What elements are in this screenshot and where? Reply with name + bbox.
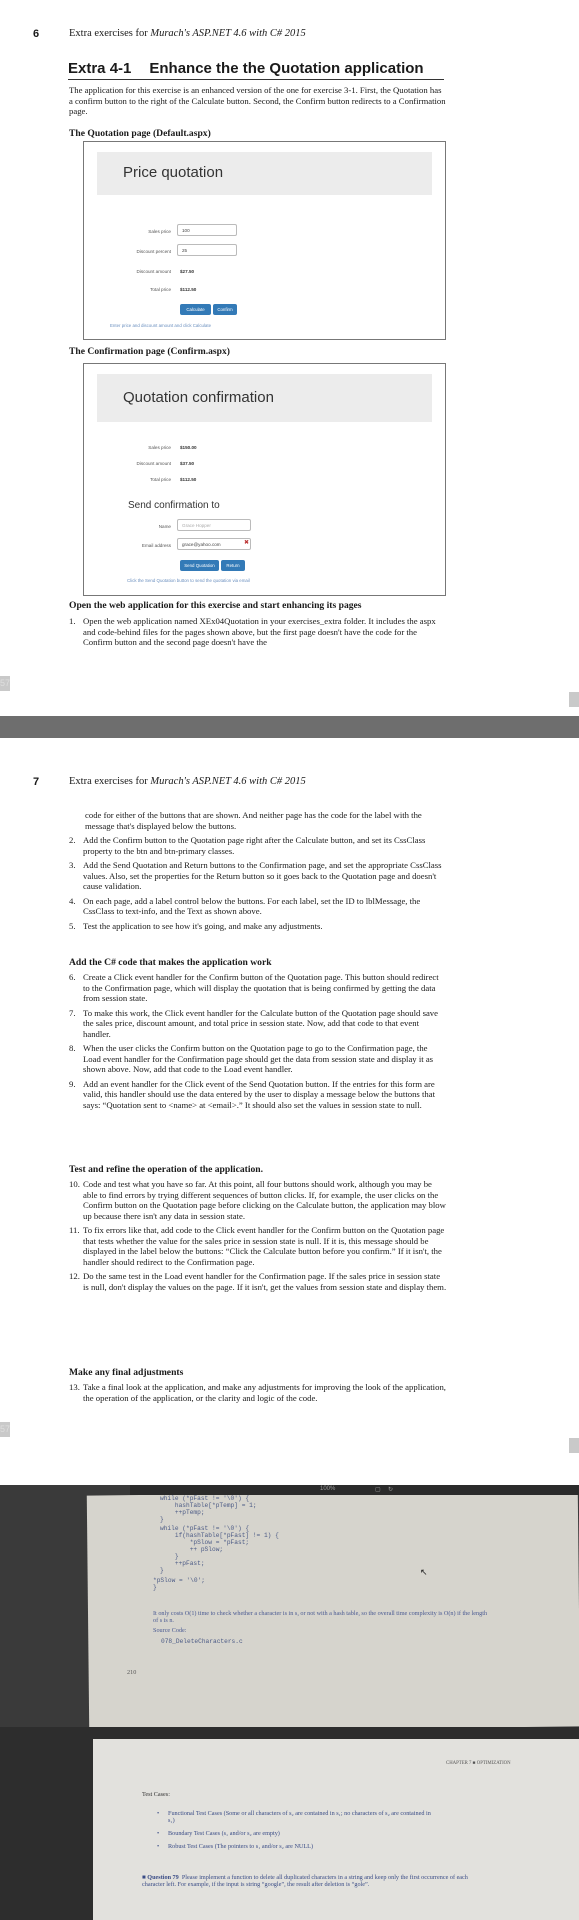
conf-discount-amount-value: $37.50 <box>180 461 195 466</box>
fit-page-icon[interactable]: ▢ <box>375 1487 381 1493</box>
running-head <box>69 776 306 787</box>
code-snippet-top: while (*pFast != '\0') { hashTable[*pTemp] = 1; ++pTemp; } <box>160 1495 257 1523</box>
step-list-d <box>69 1382 447 1407</box>
step-list-b <box>69 972 447 1114</box>
clear-icon[interactable]: ✖ <box>244 540 250 546</box>
total-price-label: Total price <box>150 287 171 292</box>
document-page-6 <box>0 0 579 716</box>
running-head-book-title: Murach's ASP.NET 4.6 with C# 2015 <box>150 776 306 787</box>
confirmation-page-title: Quotation confirmation <box>123 389 274 406</box>
send-confirmation-heading: Send confirmation to <box>128 500 220 511</box>
running-head-book-title: Murach's ASP.NET 4.6 with C# 2015 <box>150 28 306 39</box>
conf-sales-price-value: $150.00 <box>180 445 197 450</box>
quotation-page-title: Price quotation <box>123 164 224 181</box>
test-heading: Test and refine the operation of the application. <box>69 1164 264 1175</box>
total-price-value: $112.50 <box>180 287 197 292</box>
rotate-icon[interactable]: ↻ <box>388 1487 394 1493</box>
source-file-name: 078_DeleteCharacters.c <box>161 1638 243 1645</box>
complexity-paragraph: It only costs O(1) time to check whether a character is in s, or not with a hash table, so the overall time complexity is O(n) if the length of s is n. <box>153 1610 488 1624</box>
discount-amount-label: Discount amount <box>136 269 171 274</box>
list-item: 11. To fix errors like that, add code to the Click event handler for the Confirm button on the Quotation page that tests whether the value for the sales price in session state is null. If it is, this message should be displayed in the label below the buttons: “Click the Calculate button before you confirm.” If it isn't, the handler should redirect to the Confirmation page. <box>69 1225 445 1267</box>
document-page-7 <box>0 738 579 1485</box>
sales-price-label: Sales price <box>148 229 171 234</box>
quotation-page-heading: The Quotation page (Default.aspx) <box>69 128 211 139</box>
email-input[interactable] <box>177 538 251 550</box>
step-list-a <box>69 835 447 935</box>
running-head-prefix: Extra exercises for <box>69 28 151 39</box>
viewer-toolbar <box>130 1485 579 1495</box>
discount-percent-input[interactable]: 25 <box>177 244 237 256</box>
right-scroll-marker <box>569 1438 579 1453</box>
list-item: 10. Code and test what you have so far. At this point, all four buttons should work, although you may be able to find errors by trying different sequences of button clicks. If, for example, the user clicks on the Confirm button on the Quotation page before clicking on the Calculate button, the application may blow up because there isn't any data in session state. <box>69 1179 446 1221</box>
list-item: 12. Do the same test in the Load event handler for the Confirmation page. If the sales price in session state is null, don't display the values on the page. If it isn't, get the values from session state and display them. <box>69 1271 447 1292</box>
quotation-jumbotron <box>97 152 432 195</box>
list-item: 13. Take a final look at the application, and make any adjustments for improving the look of the application, the operation of the application, or the clarity and logic of the code. <box>69 1382 446 1403</box>
conf-total-price-value: $112.50 <box>180 477 197 482</box>
continuation-paragraph: code for either of the buttons that are shown. And neither page has the code for the label with the message that's displayed below the buttons. <box>85 810 422 831</box>
source-code-label: Source Code: <box>153 1627 187 1634</box>
quotation-message-label: Enter price and discount amount and click Calculate <box>110 323 212 328</box>
csharp-heading: Add the C# code that makes the application work <box>69 957 272 968</box>
return-button[interactable]: Return <box>221 560 245 571</box>
name-label: Name <box>158 524 171 529</box>
photographed-code-page <box>0 1485 579 1727</box>
list-item: 6. Create a Click event handler for the Confirm button of the Quotation page. This button should redirect to the Confirmation page, which will display the quotation that is being confirmed by getting the data from session state. <box>69 972 439 1003</box>
photographed-test-cases-page <box>0 1727 579 1920</box>
discount-amount-value: $27.50 <box>180 269 195 274</box>
list-item: 9. Add an event handler for the Click event of the Send Quotation button. If the entries for this form are valid, this handler should use the data entered by the user to display a message below the buttons that says: “Quotation sent to <name> at <email>.” It should also set the values in session state to null. <box>69 1078 436 1110</box>
zoom-level[interactable]: 100% <box>320 1486 336 1492</box>
question-label: ■ Question 79 <box>142 1874 179 1881</box>
sales-price-input[interactable]: 100 <box>177 224 237 236</box>
list-item: • Robust Test Cases (The pointers to s₁ and/or s₂ are NULL) <box>157 1843 314 1850</box>
intro-paragraph: The application for this exercise is an enhanced version of the one for exercise 3-1. First, the Quotation has a confirm button to the right of the Calculate button. Second, the Confirm button redirects to a Confirmation page. <box>69 85 446 116</box>
running-head-prefix: Extra exercises for <box>69 776 151 787</box>
list-item: 3. Add the Send Quotation and Return buttons to the Confirmation page, and set the appropriate CssClass values. Also, set the properties for the Return button so it goes back to the Quotation page and doesn't cause validation. <box>69 860 442 891</box>
confirmation-message-label: Click the Send Quotation button to send the quotation via email <box>127 578 250 583</box>
exercise-title <box>68 60 444 80</box>
chapter-header: CHAPTER 7 ■ OPTIMIZATION <box>446 1761 511 1766</box>
photo-page-number: 210 <box>127 1669 137 1676</box>
confirmation-jumbotron <box>97 374 432 422</box>
step-list-1 <box>69 616 447 652</box>
list-item: 1. Open the web application named XEx04Quotation in your exercises_extra folder. It includes the aspx and code-behind files for the pages shown above, but the first page doesn't have the code for the Confirm button and the second page doesn't have the <box>69 616 436 647</box>
right-scroll-marker <box>569 692 579 707</box>
exercise-name: Enhance the the Quotation application <box>149 60 424 77</box>
step-list-c <box>69 1179 447 1296</box>
send-quotation-button[interactable]: Send Quotation <box>180 560 219 571</box>
conf-discount-amount-label: Discount amount <box>136 461 171 466</box>
confirmation-page-screenshot <box>83 363 446 596</box>
left-margin-number: 57 <box>0 1424 11 1434</box>
confirmation-page-heading: The Confirmation page (Confirm.aspx) <box>69 346 230 357</box>
email-label: Email address <box>141 543 171 548</box>
open-app-heading: Open the web application for this exercise and start enhancing its pages <box>69 600 362 611</box>
email-input-value: grace@yahoo.com <box>182 542 221 547</box>
list-item: 2. Add the Confirm button to the Quotation page right after the Calculate button, and set its CssClass property to the btn and btn-primary classes. <box>69 835 426 856</box>
list-item: 8. When the user clicks the Confirm button on the Quotation page to go to the Confirmation page, the Load event handler for the Confirmation page should get the data from session state and display it as shown above. Now, add that code to the Load event handler. <box>69 1043 434 1074</box>
list-item: 5. Test the application to see how it's going, and make any adjustments. <box>69 920 323 931</box>
discount-percent-label: Discount percent <box>136 249 171 254</box>
mouse-cursor-icon: ↖ <box>420 1568 428 1578</box>
left-margin-number: 57 <box>0 678 11 688</box>
conf-sales-price-label: Sales price <box>148 445 171 450</box>
name-input[interactable]: Grace Hopper <box>177 519 251 531</box>
code-snippet-end: *pSlow = '\0'; } <box>153 1577 205 1591</box>
list-item: • Functional Test Cases (Some or all characters of s₂ are contained in s₁; no characters of s₂ are contained in s₁) <box>157 1810 431 1824</box>
quotation-page-screenshot <box>83 141 446 340</box>
list-item: • Boundary Test Cases (s₁ and/or s₂ are empty) <box>157 1830 280 1837</box>
conf-total-price-label: Total price <box>150 477 171 482</box>
page-number: 6 <box>33 28 40 40</box>
test-cases-label: Test Cases: <box>142 1791 170 1798</box>
final-adjustments-heading: Make any final adjustments <box>69 1367 184 1378</box>
question-text: Please implement a function to delete all duplicated characters in a string and keep only the first occurrence of each character left. For example, if the input is string “google”, the result after deletion is “gole”. <box>142 1874 468 1888</box>
list-item: 4. On each page, add a label control below the buttons. For each label, set the ID to lblMessage, the CssClass to text-info, and the Text as shown above. <box>69 895 421 916</box>
exercise-number: Extra 4-1 <box>68 60 132 77</box>
confirm-button[interactable]: Confirm <box>213 304 237 315</box>
page-number: 7 <box>33 776 40 788</box>
list-item: 7. To make this work, the Click event handler for the Calculate button of the Quotation page should save the sales price, discount amount, and total price in session state. Now, add that code to that event handler. <box>69 1007 439 1039</box>
code-snippet-main: while (*pFast != '\0') { if(hashTable[*pFast] != 1) { *pSlow = *pFast; ++ pSlow; } ++pFast; } <box>160 1525 279 1574</box>
running-head <box>69 28 306 39</box>
calculate-button[interactable]: Calculate <box>180 304 211 315</box>
question-79 <box>142 1874 492 1888</box>
